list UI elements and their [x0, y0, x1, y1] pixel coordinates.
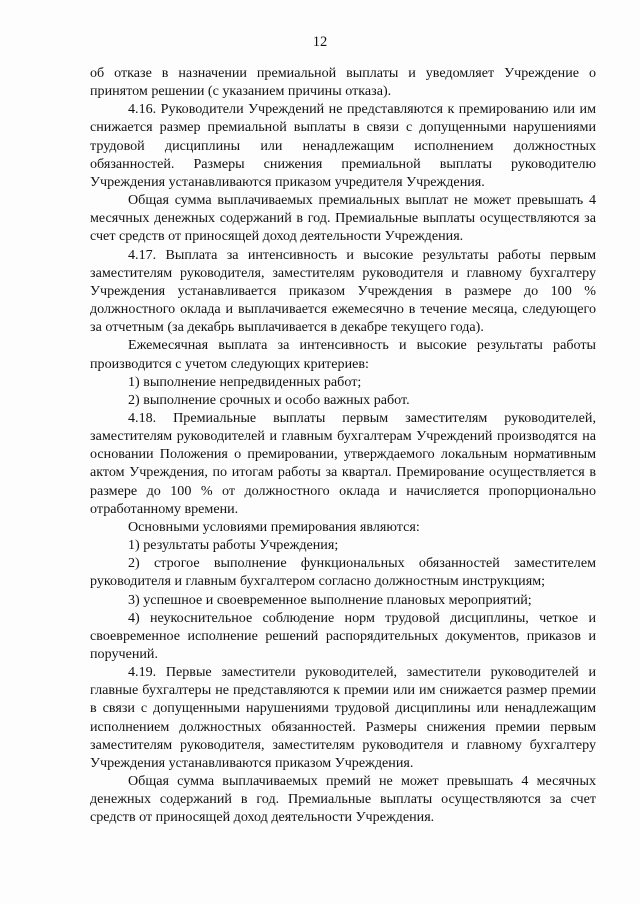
list-item: 2) строгое выполнение функциональных обязанностей заместителем руководителя и главным бухгалтером согласно должностным инструкциям;	[90, 555, 596, 590]
paragraph: Общая сумма выплачиваемых премий не может превышать 4 месячных денежных содержаний в год. Премиальные выплаты осуществляются за счет средств от приносящей доход деятельности Учреждения.	[90, 773, 596, 826]
paragraph: 4.19. Первые заместители руководителей, заместители руководителей и главные бухгалтеры не представляются к премии или им снижается размер премии в связи с допущенными нарушениями трудовой дисциплины или ненадлежащим исполнением должностных обязанностей. Размеры снижения премии первым заместителям руководителя, заместителям руководителя и главному бухгалтеру Учреждения устанавливаются приказом Учреждения.	[90, 664, 596, 771]
paragraph: Ежемесячная выплата за интенсивность и высокие результаты работы производится с учетом следующих критериев:	[90, 337, 596, 372]
list-item: 3) успешное и своевременное выполнение плановых мероприятий;	[128, 591, 532, 608]
paragraph: 4.16. Руководители Учреждений не представляются к премированию или им снижается размер премиальной выплаты в связи с допущенными нарушениями трудовой дисциплины или ненадлежащим исполнением должностных обязанностей. Размеры снижения премиальной выплаты руководителю Учреждения устанавливаются приказом учредителя Учреждения.	[90, 101, 596, 190]
paragraph: Основными условиями премирования являются:	[128, 518, 420, 535]
paragraph: 4.17. Выплата за интенсивность и высокие результаты работы первым заместителям руководителя, заместителям руководителя и главному бухгалтеру Учреждения устанавливается приказом Учреждения в размере до 100 % должностного оклада и выплачивается ежемесячно в течение месяца, следующего за отчетным (за декабрь выплачивается в декабре текущего года).	[90, 246, 596, 336]
list-item: 1) выполнение непредвиденных работ;	[128, 373, 362, 390]
page-number: 12	[312, 34, 328, 50]
paragraph: об отказе в назначении премиальной выплаты и уведомляет Учреждение о принятом решении (с указанием причины отказа).	[90, 65, 596, 100]
list-item: 2) выполнение срочных и особо важных работ.	[128, 391, 410, 408]
list-item: 4) неукоснительное соблюдение норм трудовой дисциплины, четкое и своевременное исполнение решений распорядительных документов, приказов и поручений.	[90, 609, 596, 662]
list-item: 1) результаты работы Учреждения;	[128, 537, 339, 554]
paragraph: Общая сумма выплачиваемых премиальных выплат не может превышать 4 месячных денежных содержаний в год. Премиальные выплаты осуществляются за счет средств от приносящей доход деятельности Учреждения.	[90, 192, 596, 245]
document-body	[90, 64, 596, 827]
paragraph: 4.18. Премиальные выплаты первым заместителям руководителей, заместителям руководителей и главным бухгалтерам Учреждений производятся на основании Положения о премировании, утверждаемого локальным нормативным актом Учреждения, по итогам работы за квартал. Премирование осуществляется в размере до 100 % от должностного оклада и начисляется пропорционально отработанному времени.	[90, 409, 596, 517]
